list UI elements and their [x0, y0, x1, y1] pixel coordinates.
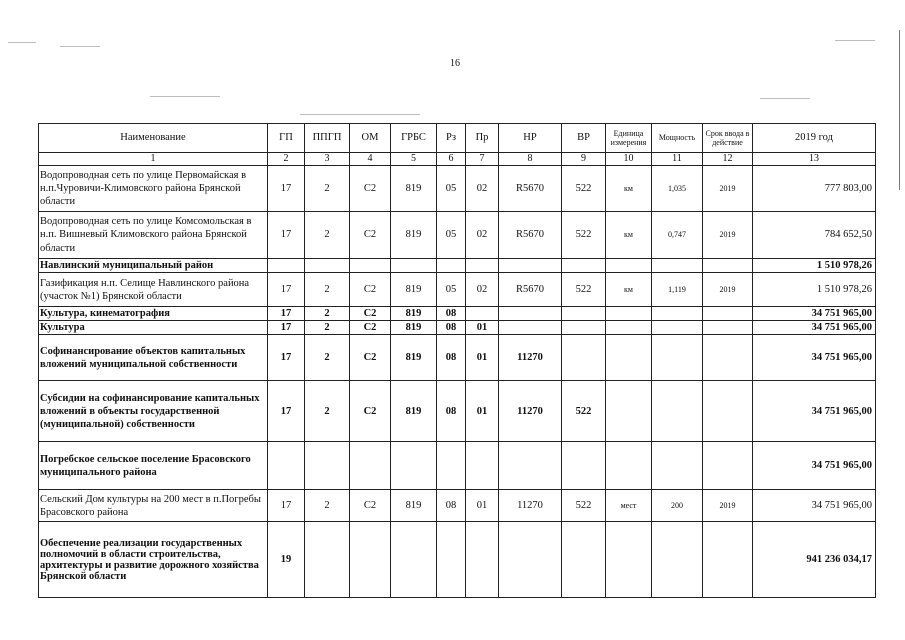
column-number: 5 [391, 153, 437, 166]
table-row [39, 307, 876, 321]
header-term: Срок ввода в действие [703, 124, 753, 153]
cell-om [350, 522, 391, 598]
cell-amount: 34 751 965,00 [753, 321, 876, 335]
cell-grbs [391, 259, 437, 273]
scan-speck [60, 46, 100, 47]
cell-ppgp: 2 [305, 490, 350, 522]
cell-om: С2 [350, 335, 391, 381]
cell-grbs: 819 [391, 273, 437, 307]
cell-om [350, 442, 391, 490]
header-pr: Пр [466, 124, 499, 153]
column-number: 9 [562, 153, 606, 166]
cell-grbs: 819 [391, 490, 437, 522]
cell-term [703, 522, 753, 598]
cell-unit [606, 259, 652, 273]
cell-om: С2 [350, 490, 391, 522]
cell-amount: 34 751 965,00 [753, 490, 876, 522]
cell-nr: R5670 [499, 212, 562, 259]
row-name: Водопроводная сеть по улице Комсомольская в н.п. Вишневый Климовского района Брянской области [39, 212, 268, 259]
cell-unit [606, 335, 652, 381]
column-number: 7 [466, 153, 499, 166]
cell-gp: 17 [268, 335, 305, 381]
row-name: Субсидии на софинансирование капитальных вложений в объекты государственной (муниципальной) собственности [39, 381, 268, 442]
row-name: Культура, кинематография [39, 307, 268, 321]
column-number: 10 [606, 153, 652, 166]
cell-unit: мест [606, 490, 652, 522]
cell-term [703, 321, 753, 335]
cell-nr [499, 522, 562, 598]
cell-capacity: 1,035 [652, 166, 703, 212]
cell-pr: 02 [466, 273, 499, 307]
header-vr: ВР [562, 124, 606, 153]
column-number: 6 [437, 153, 466, 166]
cell-amount: 941 236 034,17 [753, 522, 876, 598]
cell-amount: 34 751 965,00 [753, 335, 876, 381]
header-gp: ГП [268, 124, 305, 153]
cell-grbs: 819 [391, 166, 437, 212]
table-row [39, 490, 876, 522]
cell-pr [466, 442, 499, 490]
row-name: Софинансирование объектов капитальных вложений муниципальной собственности [39, 335, 268, 381]
cell-vr [562, 259, 606, 273]
cell-amount: 1 510 978,26 [753, 259, 876, 273]
column-number-row [39, 153, 876, 166]
cell-capacity [652, 321, 703, 335]
cell-rz [437, 259, 466, 273]
cell-gp: 17 [268, 212, 305, 259]
cell-capacity: 0,747 [652, 212, 703, 259]
cell-capacity [652, 259, 703, 273]
table-row [39, 442, 876, 490]
cell-capacity [652, 335, 703, 381]
cell-grbs: 819 [391, 335, 437, 381]
scan-speck [150, 96, 220, 97]
cell-capacity [652, 307, 703, 321]
cell-nr: 11270 [499, 490, 562, 522]
cell-vr: 522 [562, 273, 606, 307]
cell-pr [466, 307, 499, 321]
scan-speck [8, 42, 36, 43]
cell-rz [437, 522, 466, 598]
cell-vr: 522 [562, 381, 606, 442]
column-number: 3 [305, 153, 350, 166]
cell-grbs: 819 [391, 321, 437, 335]
page-number: 16 [450, 58, 460, 69]
column-number: 1 [39, 153, 268, 166]
cell-gp: 17 [268, 273, 305, 307]
cell-pr: 02 [466, 212, 499, 259]
cell-nr: 11270 [499, 335, 562, 381]
cell-ppgp [305, 522, 350, 598]
header-om: ОМ [350, 124, 391, 153]
cell-pr [466, 259, 499, 273]
cell-unit [606, 321, 652, 335]
cell-amount: 34 751 965,00 [753, 307, 876, 321]
cell-unit [606, 522, 652, 598]
cell-rz [437, 442, 466, 490]
table-row [39, 522, 876, 598]
cell-capacity: 200 [652, 490, 703, 522]
cell-nr: R5670 [499, 166, 562, 212]
cell-unit [606, 381, 652, 442]
cell-rz: 08 [437, 321, 466, 335]
cell-vr [562, 307, 606, 321]
row-name: Водопроводная сеть по улице Первомайская в н.п.Чуровичи-Климовского района Брянской области [39, 166, 268, 212]
cell-ppgp: 2 [305, 321, 350, 335]
cell-term: 2019 [703, 212, 753, 259]
header-unit: Единица измерения [606, 124, 652, 153]
column-number: 4 [350, 153, 391, 166]
cell-ppgp: 2 [305, 212, 350, 259]
budget-table [38, 123, 876, 598]
cell-vr: 522 [562, 490, 606, 522]
cell-grbs [391, 442, 437, 490]
cell-nr: R5670 [499, 273, 562, 307]
cell-ppgp: 2 [305, 381, 350, 442]
cell-pr [466, 522, 499, 598]
cell-term: 2019 [703, 166, 753, 212]
cell-capacity [652, 522, 703, 598]
cell-capacity [652, 381, 703, 442]
cell-grbs: 819 [391, 212, 437, 259]
row-name: Культура [39, 321, 268, 335]
header-year: 2019 год [753, 124, 876, 153]
header-capacity: Мощность [652, 124, 703, 153]
cell-unit [606, 442, 652, 490]
cell-vr [562, 321, 606, 335]
row-name: Обеспечение реализации государственных полномочий в области строительства, архитектуры и развитие дорожного хозяйства Брянской области [39, 522, 268, 598]
column-number: 12 [703, 153, 753, 166]
table-row [39, 381, 876, 442]
cell-rz: 05 [437, 166, 466, 212]
cell-vr: 522 [562, 212, 606, 259]
cell-rz: 08 [437, 307, 466, 321]
cell-amount: 34 751 965,00 [753, 381, 876, 442]
cell-amount: 784 652,50 [753, 212, 876, 259]
cell-ppgp: 2 [305, 273, 350, 307]
cell-om: С2 [350, 321, 391, 335]
table-row [39, 259, 876, 273]
cell-unit: км [606, 166, 652, 212]
table-row [39, 335, 876, 381]
cell-om: С2 [350, 212, 391, 259]
scan-speck [835, 40, 875, 41]
cell-vr [562, 522, 606, 598]
cell-nr [499, 307, 562, 321]
cell-vr: 522 [562, 166, 606, 212]
cell-ppgp: 2 [305, 307, 350, 321]
cell-term [703, 259, 753, 273]
cell-unit: км [606, 212, 652, 259]
cell-gp: 17 [268, 381, 305, 442]
cell-ppgp: 2 [305, 335, 350, 381]
cell-amount: 777 803,00 [753, 166, 876, 212]
cell-rz: 05 [437, 273, 466, 307]
header-grbs: ГРБС [391, 124, 437, 153]
cell-ppgp [305, 259, 350, 273]
cell-gp: 17 [268, 321, 305, 335]
cell-grbs: 819 [391, 381, 437, 442]
cell-om: С2 [350, 381, 391, 442]
cell-rz: 08 [437, 381, 466, 442]
cell-term [703, 335, 753, 381]
header-rz: Рз [437, 124, 466, 153]
row-name: Сельский Дом культуры на 200 мест в п.Погребы Брасовского района [39, 490, 268, 522]
cell-gp: 17 [268, 490, 305, 522]
cell-pr: 01 [466, 490, 499, 522]
header-nr: НР [499, 124, 562, 153]
cell-rz: 05 [437, 212, 466, 259]
cell-pr: 01 [466, 321, 499, 335]
cell-om [350, 259, 391, 273]
cell-rz: 08 [437, 335, 466, 381]
table-row [39, 166, 876, 212]
cell-term: 2019 [703, 273, 753, 307]
cell-capacity [652, 442, 703, 490]
scan-speck [300, 114, 420, 115]
header-name: Наименование [39, 124, 268, 153]
cell-unit: км [606, 273, 652, 307]
cell-term [703, 307, 753, 321]
header-ppgp: ППГП [305, 124, 350, 153]
cell-ppgp: 2 [305, 166, 350, 212]
table-row [39, 273, 876, 307]
cell-nr [499, 259, 562, 273]
header-row [39, 124, 876, 153]
column-number: 2 [268, 153, 305, 166]
cell-unit [606, 307, 652, 321]
cell-gp: 19 [268, 522, 305, 598]
cell-nr [499, 442, 562, 490]
cell-pr: 01 [466, 381, 499, 442]
cell-ppgp [305, 442, 350, 490]
cell-gp [268, 442, 305, 490]
cell-grbs [391, 522, 437, 598]
cell-term: 2019 [703, 490, 753, 522]
table-row [39, 212, 876, 259]
cell-rz: 08 [437, 490, 466, 522]
cell-om: С2 [350, 273, 391, 307]
row-name: Газификация н.п. Селище Навлинского района (участок №1) Брянской области [39, 273, 268, 307]
cell-pr: 01 [466, 335, 499, 381]
cell-capacity: 1,119 [652, 273, 703, 307]
cell-vr [562, 442, 606, 490]
column-number: 11 [652, 153, 703, 166]
scan-edge-line [899, 30, 900, 190]
row-name: Погребское сельское поселение Брасовского муниципального района [39, 442, 268, 490]
cell-om: С2 [350, 307, 391, 321]
cell-grbs: 819 [391, 307, 437, 321]
column-number: 8 [499, 153, 562, 166]
cell-pr: 02 [466, 166, 499, 212]
cell-vr [562, 335, 606, 381]
cell-amount: 1 510 978,26 [753, 273, 876, 307]
cell-om: С2 [350, 166, 391, 212]
table-row [39, 321, 876, 335]
column-number: 13 [753, 153, 876, 166]
cell-nr: 11270 [499, 381, 562, 442]
cell-term [703, 442, 753, 490]
cell-amount: 34 751 965,00 [753, 442, 876, 490]
cell-gp [268, 259, 305, 273]
scan-speck [760, 98, 810, 99]
cell-term [703, 381, 753, 442]
cell-gp: 17 [268, 307, 305, 321]
cell-gp: 17 [268, 166, 305, 212]
row-name: Навлинский муниципальный район [39, 259, 268, 273]
cell-nr [499, 321, 562, 335]
